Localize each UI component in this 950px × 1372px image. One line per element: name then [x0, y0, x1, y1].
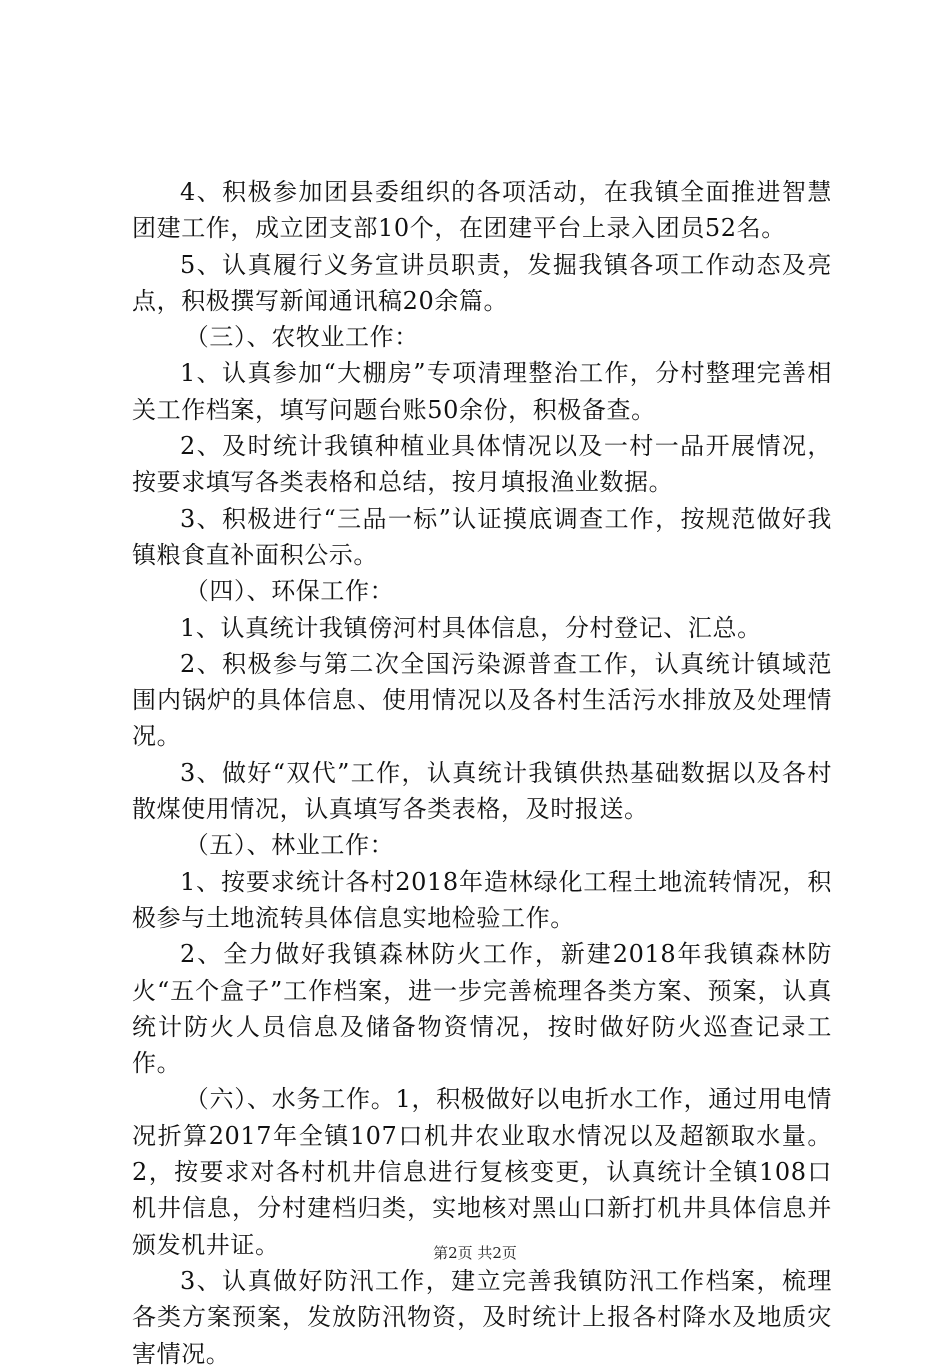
- section-heading-forestry: （五）、林业工作：: [184, 831, 395, 860]
- section-heading-environment: （四）、环保工作：: [184, 577, 395, 606]
- paragraph-env-2: 2、积极参与第二次全国污染源普查工作，认真统计镇域范围内锅炉的具体信息、使用情况以及各村生活污水排放及处理情况。: [132, 649, 832, 751]
- paragraph-4: 4、积极参加团县委组织的各项活动，在我镇全面推进智慧团建工作，成立团支部10个，在团建平台上录入团员52名。: [132, 178, 832, 243]
- paragraph-agri-1: 1、认真参加“大棚房”专项清理整治工作，分村整理完善相关工作档案，填写问题台账50余份，积极备查。: [132, 359, 832, 424]
- paragraph-agri-3: 3、积极进行“三品一标”认证摸底调查工作，按规范做好我镇粮食直补面积公示。: [132, 504, 832, 569]
- paragraph-forest-2: 2、全力做好我镇森林防火工作，新建2018年我镇森林防火“五个盒子”工作档案，进一步完善梳理各类方案、预案，认真统计防火人员信息及储备物资情况，按时做好防火巡查记录工作。: [132, 940, 832, 1078]
- paragraph-agri-2: 2、及时统计我镇种植业具体情况以及一村一品开展情况，按要求填写各类表格和总结，按月填报渔业数据。: [132, 432, 832, 497]
- section-heading-agriculture: （三）、农牧业工作：: [184, 323, 419, 352]
- paragraph-forest-1: 1、按要求统计各村2018年造林绿化工程土地流转情况，积极参与土地流转具体信息实地检验工作。: [132, 867, 832, 932]
- paragraph-water-3: 3、认真做好防汛工作，建立完善我镇防汛工作档案，梳理各类方案预案，发放防汛物资，及时统计上报各村降水及地质灾害情况。: [132, 1266, 832, 1368]
- section-water-affairs: （六）、水务工作。1，积极做好以电折水工作，通过用电情况折算2017年全镇107口机井农业取水情况以及超额取水量。2，按要求对各村机井信息进行复核变更，认真统计全镇108口机井信息，分村建档归类，实地核对黑山口新打机井具体信息并颁发机井证。: [132, 1085, 832, 1259]
- paragraph-env-1: 1、认真统计我镇傍河村具体信息，分村登记、汇总。: [180, 613, 762, 642]
- document-body: [132, 174, 832, 1372]
- paragraph-5: 5、认真履行义务宣讲员职责，发掘我镇各项工作动态及亮点，积极撰写新闻通讯稿20余篇。: [132, 250, 832, 315]
- page-footer: 第2页 共2页: [433, 1244, 517, 1262]
- paragraph-env-3: 3、做好“双代”工作，认真统计我镇供热基础数据以及各村散煤使用情况，认真填写各类表格，及时报送。: [132, 758, 832, 824]
